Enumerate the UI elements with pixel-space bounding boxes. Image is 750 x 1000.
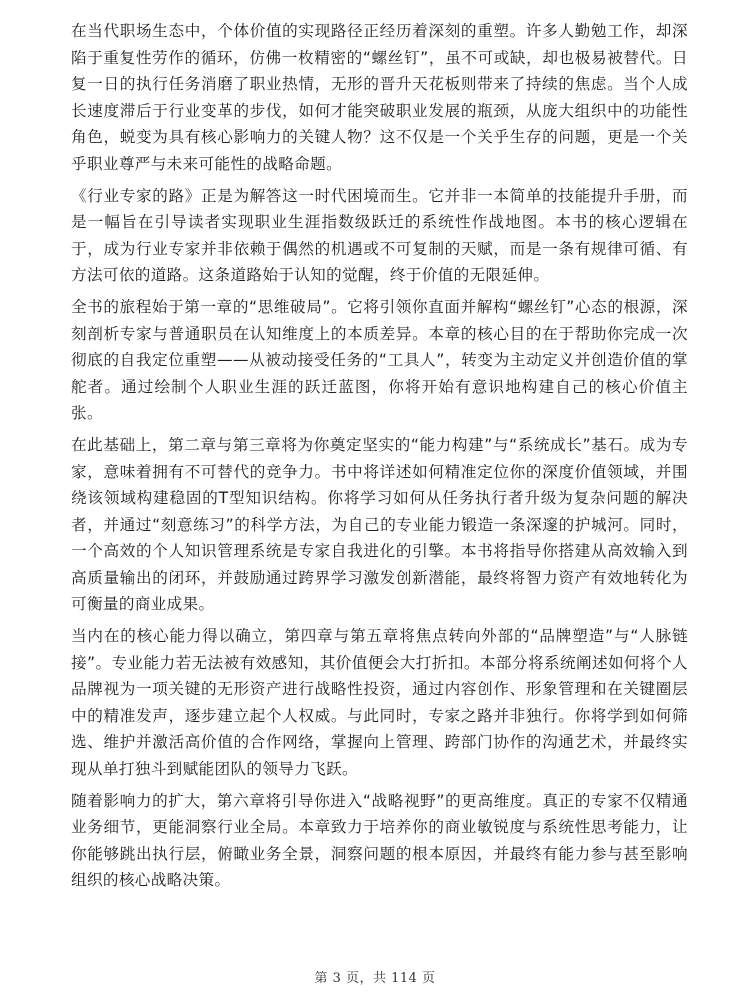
paragraph-intro: 在当代职场生态中，个体价值的实现路径正经历着深刻的重塑。许多人勤勉工作，却深陷于重复性劳作的循环，仿佛一枚精密的“螺丝钉”，虽不可或缺，却也极易被替代。日复一日的执行任务消磨了职业热情，无形的晋升天花板则带来了持续的焦虑。当个人成长速度滞后于行业变革的步伐，如何才能突破职业发展的瓶颈，从庞大组织中的功能性角色，蜕变为具有核心影响力的关键人物？这不仅是一个关乎生存的问题，更是一个关乎职业尊严与未来可能性的战略命题。 xyxy=(71,22,688,173)
paragraph-chapters-two-three: 在此基础上，第二章与第三章将为你奠定坚实的“能力构建”与“系统成长”基石。成为专家，意味着拥有不可替代的竞争力。书中将详述如何精准定位你的深度价值领域，并围绕该领域构建稳固的T型知识结构。你将学习如何从任务执行者升级为复杂问题的解决者，并通过“刻意练习”的科学方法，为自己的专业能力锻造一条深邃的护城河。同时，一个高效的个人知识管理系统是专家自我进化的引擎。本书将指导你搭建从高效输入到高质量输出的闭环，并鼓励通过跨界学习激发创新潜能，最终将智力资产有效地转化为可衡量的商业成果。 xyxy=(71,435,688,614)
paragraph-book-purpose: 《行业专家的路》正是为解答这一时代困境而生。它并非一本简单的技能提升手册，而是一幅旨在引导读者实现职业生涯指数级跃迁的系统性作战地图。本书的核心逻辑在于，成为行业专家并非依赖于偶然的机遇或不可复制的天赋，而是一条有规律可循、有方法可依的道路。这条道路始于认知的觉醒，终于价值的无限延伸。 xyxy=(71,186,688,285)
paragraph-chapter-one: 全书的旅程始于第一章的“思维破局”。它将引领你直面并解构“螺丝钉”心态的根源，深刻剖析专家与普通职员在认知维度上的本质差异。本章的核心目的在于帮助你完成一次彻底的自我定位重塑——从被动接受任务的“工具人”，转变为主动定义并创造价值的掌舵者。通过绘制个人职业生涯的跃迁蓝图，你将开始有意识地构建自己的核心价值主张。 xyxy=(71,297,688,423)
paragraph-chapter-six: 随着影响力的扩大，第六章将引导你进入“战略视野”的更高维度。真正的专家不仅精通业务细节，更能洞察行业全局。本章致力于培养你的商业敏锐度与系统性思考能力，让你能够跳出执行层，俯瞰业务全景，洞察问题的根本原因，并最终有能力参与甚至影响组织的核心战略决策。 xyxy=(71,791,688,890)
paragraph-chapters-four-five: 当内在的核心能力得以确立，第四章与第五章将焦点转向外部的“品牌塑造”与“人脉链接”。专业能力若无法被有效感知，其价值便会大打折扣。本部分将系统阐述如何将个人品牌视为一项关键的无形资产进行战略性投资，通过内容创作、形象管理和在关键圈层中的精准发声，逐步建立起个人权威。与此同时，专家之路并非独行。你将学到如何筛选、维护并激活高价值的合作网络，掌握向上管理、跨部门协作的沟通艺术，并最终实现从单打独斗到赋能团队的领导力飞跃。 xyxy=(71,627,688,779)
page-number-footer: 第 3 页，共 114 页 xyxy=(314,971,436,986)
document-body xyxy=(71,18,688,899)
